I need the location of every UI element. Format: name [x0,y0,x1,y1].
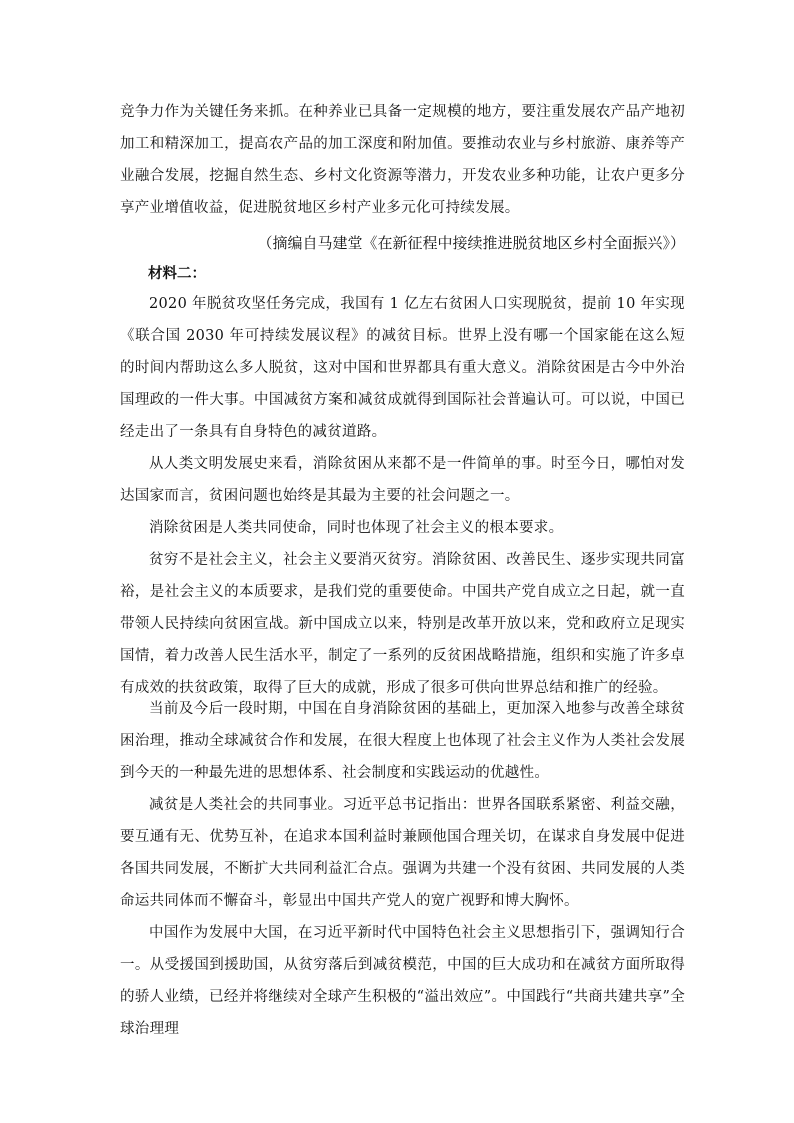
paragraph-1: 2020 年脱贫攻坚任务完成，我国有 1 亿左右贫困人口实现脱贫，提前 10 年实现《联合国 2030 年可持续发展议程》的减贫目标。世界上没有哪一个国家能在这么短的时间内帮助这么多人脱贫，这对中国和世界都具有重大意义。消除贫困是古今中外治国理政的一件大事。中国减贫方案和减贫成就得到国际社会普遍认可。可以说，中国已经走出了一条具有自身特色的减贫道路。 [120,296,685,440]
paragraph-2: 从人类文明发展史来看，消除贫困从来都不是一件简单的事。时至今日，哪怕对发达国家而言，贫困问题也始终是其最为主要的社会问题之一。 [120,456,685,504]
paragraph-5: 当前及今后一段时期，中国在自身消除贫困的基础上，更加深入地参与改善全球贫困治理，推动全球减贫合作和发展，在很大程度上也体现了社会主义作为人类社会发展到今天的一种最先进的思想体系、社会制度和实践运动的优越性。 [120,701,685,781]
paragraph-3: 消除贫困是人类共同使命，同时也体现了社会主义的根本要求。 [149,520,564,536]
paragraph-6: 减贫是人类社会的共同事业。习近平总书记指出：世界各国联系紧密、利益交融，要互通有无、优势互补，在追求本国利益时兼顾他国合理关切，在谋求自身发展中促进各国共同发展，不断扩大共同利益汇合点。强调为共建一个没有贫困、共同发展的人类命运共同体而不懈奋斗，彰显出中国共产党人的宽广视野和博大胸怀。 [120,797,685,909]
source-citation: （摘编自马建堂《在新征程中接续推进脱贫地区乡村全面振兴》） [257,234,685,252]
material2-heading: 材料二： [148,266,206,282]
material1-continuation: 竞争力作为关键任务来抓。在种养业已具备一定规模的地方，要注重发展农产品产地初加工和精深加工，提高农产品的加工深度和附加值。要推动农业与乡村旅游、康养等产业融合发展，挖掘自然生态、乡村文化资源等潜力，开发农业多种功能，让农户更多分享产业增值收益，促进脱贫地区乡村产业多元化可持续发展。 [120,104,685,216]
paragraph-7: 中国作为发展中大国，在习近平新时代中国特色社会主义思想指引下，强调知行合一。从受援国到援助国，从贫穷落后到减贫模范，中国的巨大成功和在减贫方面所取得的骄人业绩，已经并将继续对全球产生积极的“溢出效应”。中国践行“共商共建共享”全球治理理 [120,925,685,1037]
paragraph-4: 贫穷不是社会主义，社会主义要消灭贫穷。消除贫困、改善民生、逐步实现共同富裕，是社会主义的本质要求，是我们党的重要使命。中国共产党自成立之日起，就一直带领人民持续向贫困宣战。新中国成立以来，特别是改革开放以来，党和政府立足现实国情，着力改善人民生活水平，制定了一系列的反贫困战略措施，组织和实施了许多卓有成效的扶贫政策，取得了巨大的成就，形成了很多可供向世界总结和推广的经验。 [120,552,685,696]
